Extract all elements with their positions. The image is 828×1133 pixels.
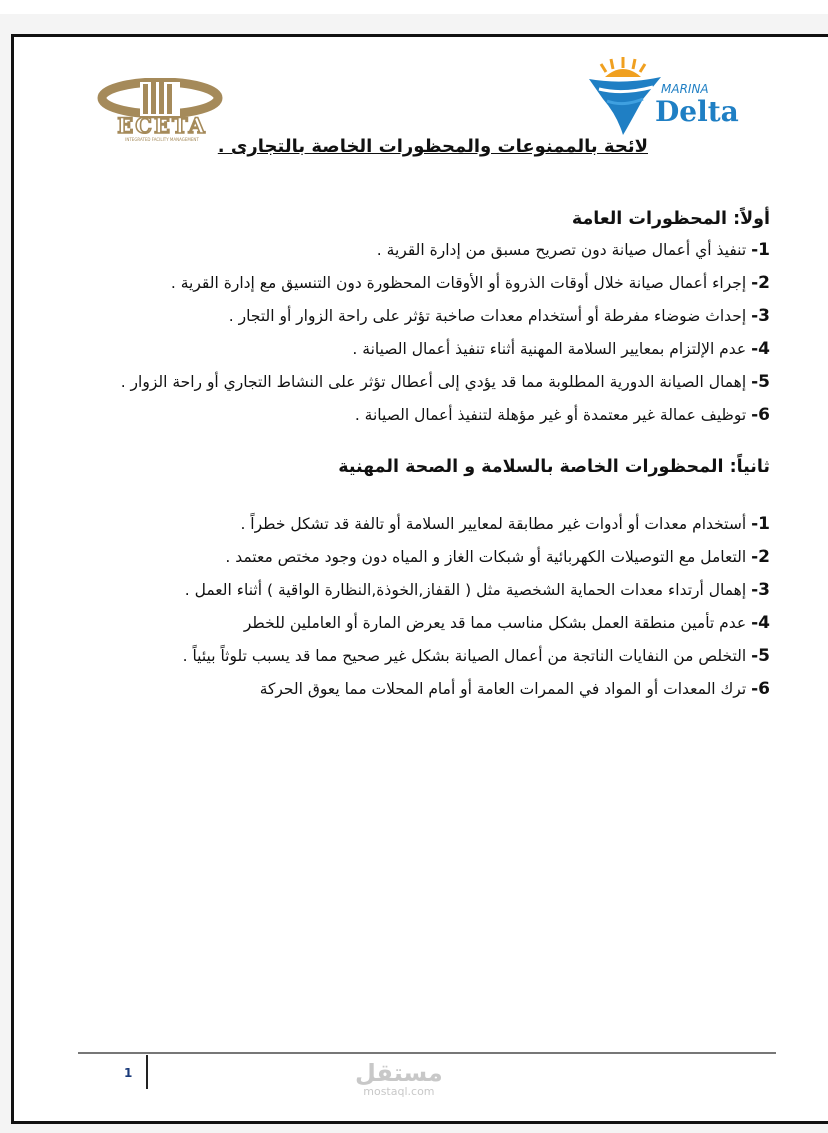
list-item <box>80 574 770 607</box>
watermark-arabic: مستقل <box>355 1059 443 1087</box>
item-number: 6- <box>751 405 770 425</box>
item-number: 2- <box>751 547 770 567</box>
item-number: 2- <box>751 273 770 293</box>
item-text: إجراء أعمال صيانة خلال أوقات الذروة أو الأوقات المحظورة دون التنسيق مع إدارة القرية . <box>170 274 752 292</box>
list-item <box>80 300 770 333</box>
document-title: لائحة بالممنوعات والمحظورات الخاصة بالتجارى . <box>217 136 648 157</box>
item-number: 5- <box>751 372 770 392</box>
item-text: تنفيذ أي أعمال صيانة دون تصريح مسبق من إدارة القرية . <box>376 241 752 259</box>
section-heading-general: أولاً: المحظورات العامة <box>571 209 770 229</box>
list-item <box>80 640 770 673</box>
item-text: ترك المعدات أو المواد في الممرات العامة أو أمام المحلات مما يعوق الحركة <box>259 680 752 698</box>
item-number: 3- <box>751 306 770 326</box>
item-text: عدم تأمين منطقة العمل بشكل مناسب مما قد يعرض المارة أو العاملين للخطر <box>243 614 752 632</box>
top-strip <box>0 0 828 14</box>
list-item <box>80 366 770 399</box>
delta-logo-text: Delta <box>655 95 739 128</box>
item-text: إهمال الصيانة الدورية المطلوبة مما قد يؤدي إلى أعطال تؤثر على النشاط التجاري أو راحة الزوار . <box>120 373 752 391</box>
item-text: التخلص من النفايات الناتجة من أعمال الصيانة بشكل غير صحيح مما قد يسبب تلوثاً بيئياً . <box>182 647 752 665</box>
page-number: 1 <box>124 1066 133 1080</box>
document-body <box>80 204 770 706</box>
item-text: إهمال أرتداء معدات الحماية الشخصية مثل ( القفاز,الخوذة,النظارة الواقية ) أثناء العمل . <box>184 581 752 599</box>
item-text: توظيف عمالة غير معتمدة أو غير مؤهلة لتنفيذ أعمال الصيانة . <box>354 406 752 424</box>
eceta-logo <box>80 78 245 142</box>
marina-logo-text: MARINA <box>661 82 709 96</box>
eceta-logo-text: ECETA <box>117 113 207 138</box>
list-item <box>80 333 770 366</box>
item-number: 1- <box>751 240 770 260</box>
watermark-url: mostaql.com <box>363 1085 435 1098</box>
item-number: 4- <box>751 613 770 633</box>
marina-delta-logo <box>583 55 753 137</box>
mostaql-watermark <box>355 1060 443 1098</box>
section-heading-safety: ثانياً: المحظورات الخاصة بالسلامة و الصحة المهنية <box>338 457 770 477</box>
list-item <box>80 541 770 574</box>
item-text: عدم الإلتزام بمعايير السلامة المهنية أثناء تنفيذ أعمال الصيانة . <box>352 340 752 358</box>
list-item <box>80 234 770 267</box>
list-item <box>80 399 770 432</box>
item-number: 3- <box>751 580 770 600</box>
eceta-logo-subtext: INTEGRATED FACILITY MANAGEMENT <box>125 137 199 142</box>
item-number: 1- <box>751 514 770 534</box>
item-text: إحداث ضوضاء مفرطة أو أستخدام معدات صاخبة تؤثر على راحة الزوار أو التجار . <box>228 307 752 325</box>
list-item <box>80 607 770 640</box>
item-number: 4- <box>751 339 770 359</box>
list-item <box>80 673 770 706</box>
item-number: 6- <box>751 679 770 699</box>
footer-divider <box>78 1052 776 1054</box>
footer-page-separator <box>146 1055 148 1089</box>
list-item <box>80 267 770 300</box>
item-text: التعامل مع التوصيلات الكهربائية أو شبكات الغاز و المياه دون وجود مختص معتمد . <box>225 548 752 566</box>
item-text: أستخدام معدات أو أدوات غير مطابقة لمعايير السلامة أو تالفة قد تشكل خطراً . <box>240 515 752 533</box>
list-item <box>80 508 770 541</box>
item-number: 5- <box>751 646 770 666</box>
